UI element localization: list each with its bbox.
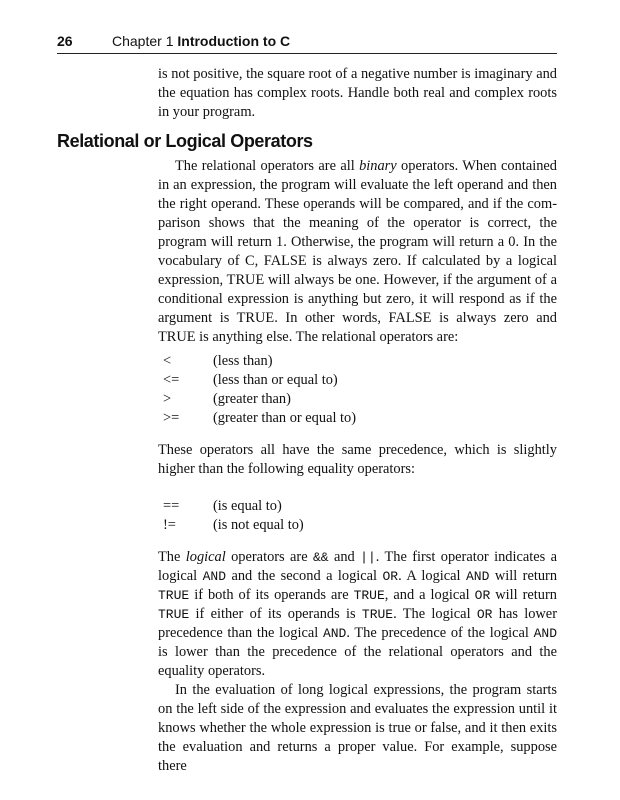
section-heading: Relational or Logical Operators <box>57 131 313 151</box>
chapter-label: Chapter 1 <box>112 33 174 49</box>
text-run: The <box>158 549 186 565</box>
text-run: , and a logical <box>384 587 475 603</box>
binary-emphasis: binary <box>359 158 397 174</box>
operator-meaning: (greater than) <box>213 391 291 407</box>
logical-paragraph <box>158 548 557 776</box>
operator-meaning: (greater than or equal to) <box>213 410 357 426</box>
operator-row <box>163 390 356 409</box>
intro-line: is not positive, the square root of a negative number is imaginary <box>158 66 533 82</box>
operator-meaning: (is not equal to) <box>213 517 304 533</box>
logical-emphasis: logical <box>185 549 226 565</box>
true-code: TRUE <box>353 588 385 603</box>
intro-line: roots in your program. <box>158 85 557 120</box>
text-run: if both of its operands are <box>189 587 354 603</box>
text-run: if either of its operands is <box>189 606 362 622</box>
text-run: . The logical <box>393 606 477 622</box>
precedence-paragraph <box>158 441 557 479</box>
text-run: . The precedence of the logical <box>346 625 534 641</box>
operator-row <box>163 497 304 516</box>
operator-meaning: (less than) <box>213 353 273 369</box>
and-code: AND <box>533 626 557 641</box>
text-run: . A logical <box>398 568 466 584</box>
or-code: OR <box>474 588 491 603</box>
equality-operator-list <box>163 497 304 535</box>
text-run: and the second a logical <box>226 568 383 584</box>
or-code: OR <box>382 569 399 584</box>
operator-symbol: > <box>163 391 172 407</box>
text-run: operators are <box>225 549 313 565</box>
text-run: is lower than the precedence of the relational operators and the equality operators. <box>158 644 557 679</box>
evaluation-paragraph: In the evaluation of long logical expressions, the program starts on the left side of the expression and evaluates the expression until it knows whether the whole expression is true or false, and it then exits the evaluation and returns a proper value. For example, suppose there <box>158 682 557 774</box>
operator-symbol: == <box>163 498 180 514</box>
operator-meaning: (is equal to) <box>213 498 282 514</box>
operator-row <box>163 371 356 390</box>
operator-symbol: <= <box>163 372 180 388</box>
or-code: OR <box>476 607 493 622</box>
operator-meaning: (less than or equal to) <box>213 372 338 388</box>
operator-row <box>163 516 304 535</box>
paragraph-text: The relational operators are all <box>175 158 360 174</box>
page-number: 26 <box>57 33 73 49</box>
text-run: will return <box>490 587 557 603</box>
running-header <box>57 33 557 54</box>
text-run: has lower precedence than the logical <box>158 606 557 641</box>
operator-symbol: != <box>163 517 176 533</box>
and-code: AND <box>465 569 490 584</box>
operator-symbol: < <box>163 353 172 369</box>
true-code: TRUE <box>158 607 190 622</box>
chapter-title: Introduction to C <box>177 33 291 49</box>
operator-symbol: >= <box>163 410 180 426</box>
relational-paragraph <box>158 157 557 347</box>
intro-paragraph <box>158 65 557 122</box>
text-run: . The first operator indicates a logical <box>158 549 558 584</box>
paragraph-text: These operators all have the same precedence, which is slightly higher than the following equality operators: <box>158 442 557 477</box>
and-operator-code: && <box>312 550 329 565</box>
intro-line: and the equation has complex roots. Handle both real and complex <box>158 66 557 101</box>
and-code: AND <box>202 569 227 584</box>
relational-operator-list <box>163 352 356 428</box>
or-operator-code: || <box>360 550 376 565</box>
chapter-header <box>112 33 290 49</box>
true-code: TRUE <box>158 588 190 603</box>
text-run: and <box>328 549 361 565</box>
operator-row <box>163 409 356 428</box>
true-code: TRUE <box>361 607 394 622</box>
and-code: AND <box>322 626 347 641</box>
paragraph-text: operators. When contained in an expression, the program will evaluate the left operand and then the right operand. These operands will be compared, and if the comparison shows that the meaning of the operator is correct, the program will return 1. Otherwise, the program will return a 0. In the vocabulary of C, FALSE is always zero. If calculated by a logical expression, TRUE will always be one. However, if the argument of a conditional expression is anything but zero, it will respond as if the argument is TRUE. In other words, FALSE is always zero and TRUE is anything else. The relational operators are: <box>158 158 557 345</box>
operator-row <box>163 352 356 371</box>
text-run: will return <box>489 568 558 584</box>
